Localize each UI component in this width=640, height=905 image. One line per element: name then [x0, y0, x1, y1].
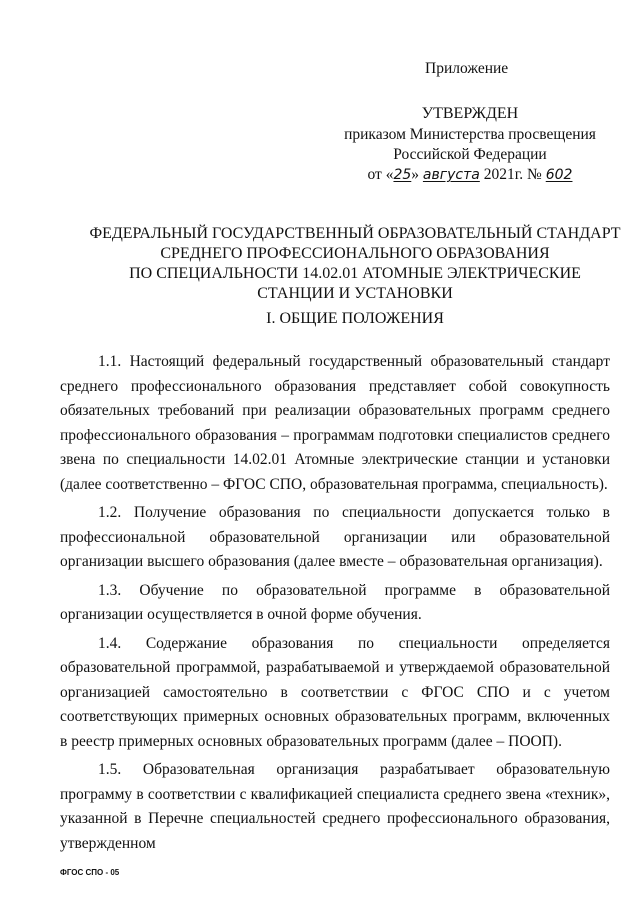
- title-line-4: СТАНЦИИ И УСТАНОВКИ: [257, 285, 453, 302]
- handwritten-order-number: 602: [545, 167, 573, 183]
- paragraph-1-2: 1.2. Получение образования по специальности допускается только в профессиональной образовательной организации или образовательной организации высшего образования (далее вместе – образовательная организация).: [60, 504, 610, 570]
- date-prefix: от «: [367, 166, 394, 183]
- date-year: 2021г. №: [483, 166, 542, 183]
- title-line-3: ПО СПЕЦИАЛЬНОСТИ 14.02.01 АТОМНЫЕ ЭЛЕКТРИЧЕСКИЕ: [129, 265, 581, 282]
- paragraph-1-3: 1.3. Обучение по образовательной программе в образовательной организации осуществляется в очной форме обучения.: [60, 581, 610, 623]
- paragraph-1-1: 1.1. Настоящий федеральный государственный образовательный стандарт среднего профессионального образования представляет собой совокупность обязательных требований при реализации образовательных программ среднего профессионального образования – программам подготовки специалистов среднего звена по специальности 14.02.01 Атомные электрические станции и установки (далее соответственно – ФГОС СПО, образовательная программа, специальность).: [60, 353, 610, 493]
- paragraph-1-4: 1.4. Содержание образования по специальности определяется образовательной программой, разрабатываемой и утверждаемой образовательной организацией самостоятельно в соответствии с ФГОС СПО и с учетом соответствующих примерных основных образовательных программ, включенных в реестр примерных основных образовательных программ (далее – ПООП).: [60, 634, 610, 750]
- approval-block: [330, 104, 610, 185]
- document-body: [60, 350, 610, 860]
- title-line-2: СРЕДНЕГО ПРОФЕССИОНАЛЬНОГО ОБРАЗОВАНИЯ: [160, 245, 550, 262]
- document-title: [60, 224, 640, 304]
- order-line-2: Российской Федерации: [393, 146, 547, 163]
- order-line-1: приказом Министерства просвещения: [344, 126, 596, 143]
- date-separator: »: [411, 166, 420, 183]
- section-heading: I. ОБЩИЕ ПОЛОЖЕНИЯ: [266, 310, 444, 327]
- handwritten-day: 25: [393, 167, 412, 183]
- appendix-label: Приложение: [425, 60, 509, 77]
- handwritten-month: августа: [422, 167, 480, 183]
- order-date-line: [330, 165, 610, 185]
- approved-heading: УТВЕРЖДЕН: [421, 105, 519, 122]
- footer-code: ФГОС СПО - 05: [60, 868, 120, 877]
- title-line-1: ФЕДЕРАЛЬНЫЙ ГОСУДАРСТВЕННЫЙ ОБРАЗОВАТЕЛЬНЫЙ СТАНДАРТ: [89, 225, 621, 242]
- paragraph-1-5: 1.5. Образовательная организация разрабатывает образовательную программу в соответствии с квалификацией специалиста среднего звена «техник», указанной в Перечне специальностей среднего профессионального образования, утвержденном: [60, 761, 610, 852]
